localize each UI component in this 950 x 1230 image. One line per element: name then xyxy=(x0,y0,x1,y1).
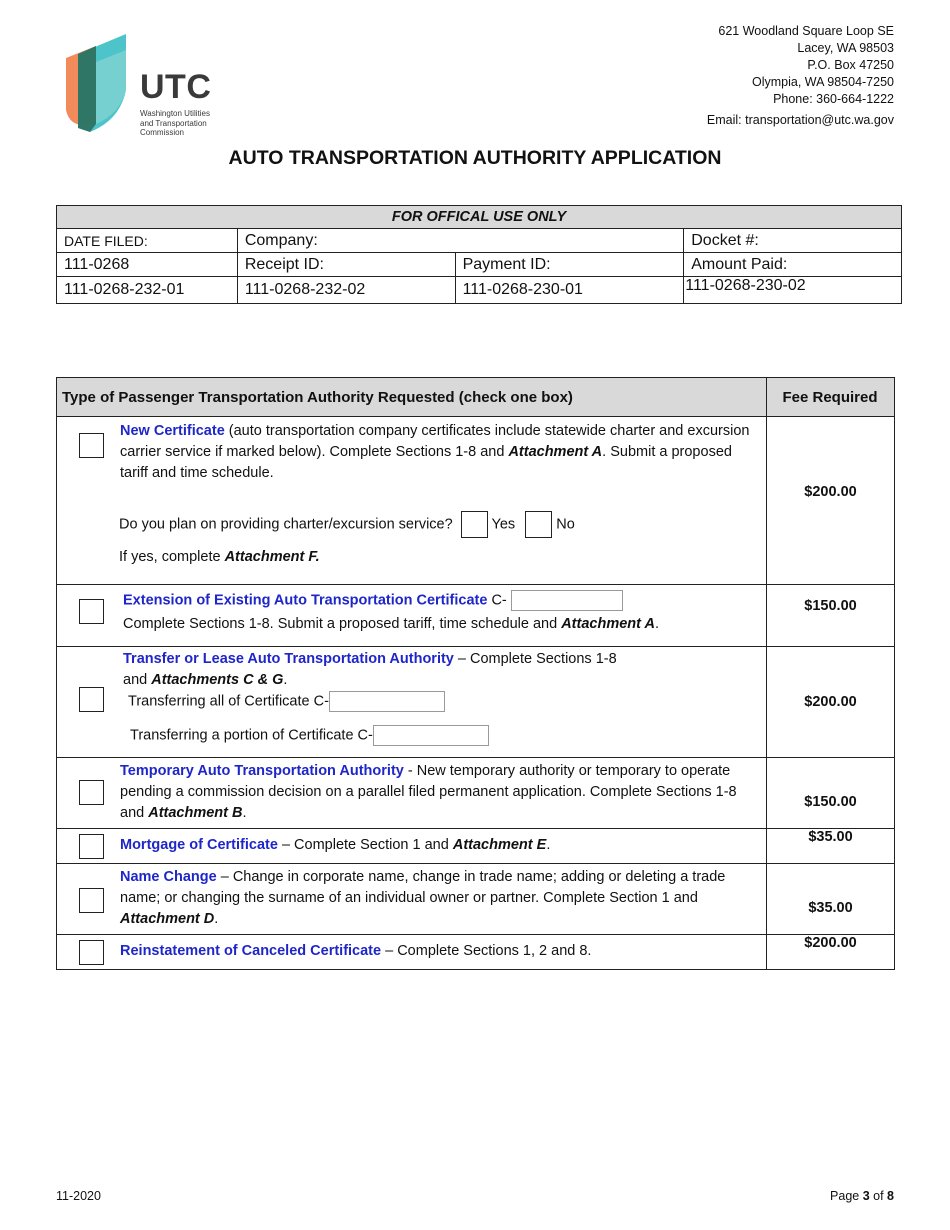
utc-logo xyxy=(62,32,237,140)
charter-yes-checkbox[interactable] xyxy=(461,511,488,538)
yes-label: Yes xyxy=(491,516,516,533)
address-line: Phone: 360-664-1222 xyxy=(773,92,894,106)
official-cell: 111-0268-230-01 xyxy=(455,277,684,304)
option-extension: Extension of Existing Auto Transportation Certificate C- Complete Sections 1-8. Submit a proposed tariff, time schedule and Attachment A. xyxy=(57,585,767,647)
reinstatement-fee: $200.00 xyxy=(767,935,895,970)
official-cell: 111-0268-230-02 xyxy=(684,277,902,304)
logo-subtitle: Washington Utilities and Transportation Commission xyxy=(140,109,210,137)
address-line: Lacey, WA 98503 xyxy=(797,41,894,55)
transfer-portion-input[interactable] xyxy=(373,725,489,746)
official-cell: 111-0268-232-02 xyxy=(237,277,455,304)
transfer-portion-label: Transferring a portion of Certificate C- xyxy=(130,727,373,744)
address-line: P.O. Box 47250 xyxy=(807,58,894,72)
charter-question: Do you plan on providing charter/excursion service? xyxy=(119,516,453,533)
transfer-fee: $200.00 xyxy=(767,647,895,758)
option-new-certificate: New Certificate (auto transportation company certificates include statewide charter and excursion carrier service if marked below). Complete Sections 1-8 and Attachment A. Submit a proposed tariff and time schedule. Do you plan on providing charter/excursion service? Yes No If yes, complete Attachment F. xyxy=(57,417,767,585)
reinstatement-title: Reinstatement of Canceled Certificate xyxy=(120,943,382,959)
transfer-all-input[interactable] xyxy=(329,691,445,712)
name-change-title: Name Change xyxy=(120,869,217,885)
logo-wordmark: UTC xyxy=(140,68,212,106)
mortgage-checkbox[interactable] xyxy=(79,834,104,859)
docket-label: Docket #: xyxy=(684,229,902,253)
official-use-table xyxy=(56,205,902,304)
extension-checkbox[interactable] xyxy=(79,599,104,624)
no-label: No xyxy=(556,516,575,533)
new-certificate-fee: $200.00 xyxy=(767,417,895,585)
temporary-title: Temporary Auto Transportation Authority xyxy=(120,763,404,779)
address-line: 621 Woodland Square Loop SE xyxy=(718,24,894,38)
reinstatement-checkbox[interactable] xyxy=(79,940,104,965)
transfer-all-label: Transferring all of Certificate C- xyxy=(128,693,329,710)
mortgage-title: Mortgage of Certificate xyxy=(120,837,278,853)
authority-table xyxy=(56,377,895,970)
form-revision-date: 11-2020 xyxy=(56,1189,101,1203)
date-filed-value: 111-0268 xyxy=(57,253,238,277)
extension-certificate-input[interactable] xyxy=(511,590,623,611)
address-line: Olympia, WA 98504-7250 xyxy=(752,75,894,89)
official-cell: 111-0268-232-01 xyxy=(57,277,238,304)
date-filed-label: DATE FILED: xyxy=(57,229,238,253)
agency-address xyxy=(634,23,894,129)
receipt-id-label: Receipt ID: xyxy=(237,253,455,277)
official-use-header: FOR OFFICAL USE ONLY xyxy=(57,206,902,229)
mortgage-fee: $35.00 xyxy=(767,829,895,864)
charter-no-checkbox[interactable] xyxy=(525,511,552,538)
option-reinstatement: Reinstatement of Canceled Certificate – Complete Sections 1, 2 and 8. xyxy=(57,935,767,970)
authority-header: Type of Passenger Transportation Authority Requested (check one box) xyxy=(57,378,767,417)
transfer-checkbox[interactable] xyxy=(79,687,104,712)
option-mortgage: Mortgage of Certificate – Complete Section 1 and Attachment E. xyxy=(57,829,767,864)
extension-title: Extension of Existing Auto Transportation Certificate xyxy=(123,592,488,609)
option-temporary: Temporary Auto Transportation Authority - New temporary authority or temporary to operate pending a commission decision on a parallel filed permanent application. Complete Sections 1-8 and Attachment B. xyxy=(57,758,767,829)
payment-id-label: Payment ID: xyxy=(455,253,684,277)
temporary-checkbox[interactable] xyxy=(79,780,104,805)
name-change-fee: $35.00 xyxy=(767,864,895,935)
transfer-title: Transfer or Lease Auto Transportation Authority xyxy=(123,651,454,667)
extension-fee: $150.00 xyxy=(767,585,895,647)
agency-email: Email: transportation@utc.wa.gov xyxy=(706,113,894,127)
fee-header: Fee Required xyxy=(767,378,895,417)
temporary-fee: $150.00 xyxy=(767,758,895,829)
new-certificate-checkbox[interactable] xyxy=(79,433,104,458)
page-title: AUTO TRANSPORTATION AUTHORITY APPLICATION xyxy=(228,147,722,169)
option-name-change: Name Change – Change in corporate name, change in trade name; adding or deleting a trade name; or changing the surname of an individual owner or partner. Complete Section 1 and Attachment D. xyxy=(57,864,767,935)
amount-paid-label: Amount Paid: xyxy=(684,253,902,277)
option-transfer: Transfer or Lease Auto Transportation Authority – Complete Sections 1-8 and Attachments C & G. Transferring all of Certificate C- Transferring a portion of Certificate C- xyxy=(57,647,767,758)
new-certificate-title: New Certificate xyxy=(120,423,225,439)
name-change-checkbox[interactable] xyxy=(79,888,104,913)
page-number: Page 3 of 8 xyxy=(830,1189,894,1203)
company-label: Company: xyxy=(237,229,683,253)
utc-logo-mark-icon xyxy=(62,32,142,140)
